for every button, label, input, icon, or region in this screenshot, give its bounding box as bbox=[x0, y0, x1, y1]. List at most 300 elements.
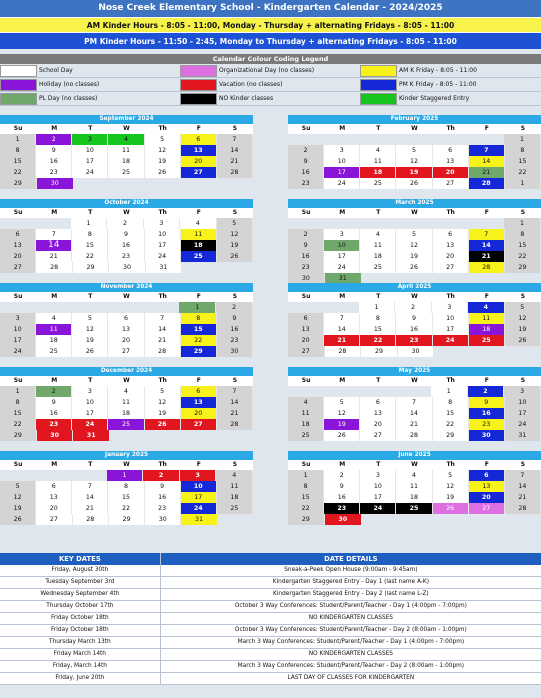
weekday-label: W bbox=[411, 377, 418, 384]
week-row bbox=[0, 218, 253, 229]
day-cell bbox=[433, 514, 469, 525]
day-cell: 15 bbox=[505, 156, 541, 167]
day-cell: 29 bbox=[0, 430, 37, 441]
day-cell: 13 bbox=[181, 145, 217, 156]
day-cell: 24 bbox=[324, 262, 360, 273]
day-cell bbox=[505, 346, 541, 357]
day-cell: 20 bbox=[0, 251, 36, 262]
day-cell: 9 bbox=[469, 397, 505, 408]
day-cell: 17 bbox=[72, 408, 108, 419]
day-cell: 6 bbox=[433, 145, 469, 156]
day-cell: 18 bbox=[469, 324, 505, 335]
weekday-label: M bbox=[51, 293, 58, 300]
weekday-label: W bbox=[411, 209, 418, 216]
day-cell bbox=[72, 302, 108, 313]
legend-item bbox=[180, 92, 360, 105]
week-row bbox=[0, 313, 253, 324]
day-cell: 17 bbox=[0, 335, 36, 346]
legend-label: Vacation (no classes) bbox=[219, 81, 283, 88]
day-cell: 26 bbox=[324, 430, 360, 441]
day-cell: 15 bbox=[181, 324, 217, 335]
day-cell bbox=[218, 514, 253, 525]
legend-swatch bbox=[0, 93, 37, 105]
weekday-label: M bbox=[339, 209, 346, 216]
month-title: December 2024 bbox=[0, 367, 253, 376]
day-cell: 21 bbox=[469, 167, 505, 178]
day-cell: 1 bbox=[179, 302, 216, 313]
day-cell: 22 bbox=[505, 251, 541, 262]
day-cell: 24 bbox=[145, 251, 181, 262]
day-cell: 20 bbox=[360, 419, 396, 430]
legend-label: AM K Friday - 8:05 - 11:00 bbox=[399, 67, 477, 74]
day-cell: 29 bbox=[0, 178, 37, 189]
day-cell: 6 bbox=[108, 313, 144, 324]
day-cell: 13 bbox=[288, 324, 324, 335]
week-row bbox=[0, 156, 253, 167]
legend-swatch bbox=[0, 65, 37, 77]
day-cell: 13 bbox=[108, 324, 144, 335]
week-row bbox=[288, 229, 541, 240]
day-cell: 16 bbox=[108, 240, 144, 251]
day-cell bbox=[505, 514, 541, 525]
day-cell: 16 bbox=[145, 492, 181, 503]
day-cell: 24 bbox=[433, 335, 469, 346]
day-cell: 8 bbox=[505, 229, 541, 240]
day-cell: 24 bbox=[181, 503, 217, 514]
day-cell: 7 bbox=[145, 313, 181, 324]
day-cell: 3 bbox=[360, 470, 396, 481]
day-cell bbox=[396, 218, 432, 229]
day-cell: 20 bbox=[433, 167, 469, 178]
day-cell: 19 bbox=[145, 408, 181, 419]
day-cell: 30 bbox=[217, 346, 253, 357]
day-cell: 11 bbox=[288, 408, 324, 419]
day-cell: 23 bbox=[36, 419, 72, 430]
day-cell: 30 bbox=[37, 178, 74, 189]
legend-item bbox=[360, 78, 541, 91]
weekday-label: T bbox=[88, 209, 93, 216]
legend-label: Holiday (no classes) bbox=[39, 81, 100, 88]
legend-row bbox=[0, 92, 541, 106]
week-row bbox=[288, 167, 541, 178]
day-cell bbox=[0, 218, 35, 229]
day-cell bbox=[362, 514, 398, 525]
day-cell bbox=[432, 218, 468, 229]
day-cell: 22 bbox=[433, 419, 469, 430]
weekday-label: W bbox=[411, 293, 418, 300]
day-cell: 23 bbox=[396, 335, 432, 346]
week-row bbox=[288, 156, 541, 167]
weekday-label: W bbox=[123, 293, 130, 300]
day-cell bbox=[396, 134, 432, 145]
weekday-label: W bbox=[123, 209, 130, 216]
weekday-label: T bbox=[88, 461, 93, 468]
weekday-label: F bbox=[484, 293, 489, 300]
weekday-label: W bbox=[411, 461, 418, 468]
legend-label: Kinder Staggered Entry bbox=[399, 95, 470, 102]
day-cell: 29 bbox=[181, 346, 217, 357]
day-cell: 17 bbox=[72, 156, 108, 167]
day-cell: 1 bbox=[504, 134, 541, 145]
day-cell: 23 bbox=[469, 419, 505, 430]
week-row bbox=[0, 470, 253, 481]
key-date: Wednesday September 4th bbox=[0, 589, 161, 600]
weekday-label: S bbox=[232, 125, 238, 132]
day-cell: 7 bbox=[72, 481, 108, 492]
day-cell: 15 bbox=[0, 408, 36, 419]
day-cell: 16 bbox=[324, 492, 360, 503]
day-cell: 21 bbox=[324, 335, 360, 346]
month-calendar bbox=[288, 451, 541, 525]
key-date: Thursday October 17th bbox=[0, 601, 161, 612]
key-date: Friday, August 30th bbox=[0, 565, 161, 576]
day-cell: 7 bbox=[217, 386, 253, 397]
day-cell bbox=[217, 430, 253, 441]
day-cell: 2 bbox=[143, 470, 180, 481]
legend-swatch bbox=[360, 65, 397, 77]
day-cell: 27 bbox=[469, 503, 505, 514]
day-cell: 8 bbox=[0, 145, 36, 156]
weekday-label: Su bbox=[13, 461, 23, 468]
day-cell: 20 bbox=[181, 156, 217, 167]
day-cell: 28 bbox=[36, 262, 72, 273]
day-cell: 6 bbox=[181, 386, 217, 397]
day-cell bbox=[218, 262, 253, 273]
day-cell: 29 bbox=[505, 262, 541, 273]
weekday-label: Su bbox=[13, 209, 23, 216]
day-cell: 11 bbox=[360, 156, 396, 167]
date-detail: NO KINDERGARTEN CLASSES bbox=[308, 651, 393, 657]
day-cell: 19 bbox=[217, 240, 253, 251]
day-cell: 25 bbox=[108, 167, 144, 178]
day-cell: 26 bbox=[72, 346, 108, 357]
day-cell: 27 bbox=[0, 262, 36, 273]
week-row bbox=[0, 262, 253, 273]
day-cell: 12 bbox=[72, 324, 108, 335]
day-cell: 19 bbox=[396, 251, 432, 262]
day-cell: 1 bbox=[431, 386, 468, 397]
weekday-label: Th bbox=[158, 125, 167, 132]
day-cell bbox=[71, 470, 107, 481]
key-date-row bbox=[0, 649, 541, 661]
weekday-label: S bbox=[232, 209, 238, 216]
day-cell: 20 bbox=[433, 251, 469, 262]
day-cell bbox=[360, 134, 396, 145]
day-cell: 16 bbox=[396, 324, 432, 335]
month-calendar bbox=[288, 199, 541, 284]
legend-item bbox=[0, 92, 180, 105]
weekday-label: F bbox=[484, 125, 489, 132]
week-row bbox=[0, 134, 253, 145]
day-cell: 9 bbox=[396, 313, 432, 324]
week-row bbox=[0, 302, 253, 313]
day-cell: 4 bbox=[468, 302, 504, 313]
day-cell: 1 bbox=[359, 302, 395, 313]
week-row bbox=[0, 324, 253, 335]
week-row bbox=[288, 134, 541, 145]
weekday-label: F bbox=[484, 209, 489, 216]
day-cell: 3 bbox=[72, 386, 108, 397]
day-cell: 3 bbox=[180, 470, 217, 481]
weekday-label: T bbox=[376, 125, 381, 132]
day-cell: 2 bbox=[36, 386, 72, 397]
day-cell: 10 bbox=[433, 313, 469, 324]
day-cell: 19 bbox=[145, 156, 181, 167]
weekday-label: Th bbox=[446, 125, 455, 132]
day-cell: 5 bbox=[0, 481, 36, 492]
day-cell: 7 bbox=[36, 229, 72, 240]
legend-swatch bbox=[0, 79, 37, 91]
day-cell: 6 bbox=[0, 229, 36, 240]
day-cell: 25 bbox=[288, 430, 324, 441]
month-title: June 2025 bbox=[288, 451, 541, 460]
day-cell: 6 bbox=[469, 470, 505, 481]
week-row bbox=[288, 313, 541, 324]
day-cell bbox=[359, 386, 395, 397]
day-cell: 14 bbox=[469, 156, 505, 167]
week-row bbox=[0, 335, 253, 346]
weekday-label: Th bbox=[446, 377, 455, 384]
month-title: September 2024 bbox=[0, 115, 253, 124]
day-cell: 5 bbox=[433, 470, 469, 481]
day-cell: 1 bbox=[505, 178, 541, 189]
day-cell: 18 bbox=[360, 167, 396, 178]
day-cell: 31 bbox=[325, 273, 362, 284]
day-cell: 22 bbox=[108, 503, 144, 514]
day-cell: 4 bbox=[108, 134, 144, 145]
date-detail: October 3 Way Conferences: Student/Parent/Teacher - Day 1 (4:00pm - 7:00pm) bbox=[234, 603, 467, 609]
day-cell: 26 bbox=[396, 178, 432, 189]
weekday-label: Su bbox=[301, 293, 311, 300]
day-cell: 10 bbox=[360, 481, 396, 492]
week-row bbox=[288, 324, 541, 335]
weekday-label: W bbox=[123, 377, 130, 384]
day-cell: 21 bbox=[217, 156, 253, 167]
day-cell bbox=[35, 218, 70, 229]
day-cell: 23 bbox=[36, 167, 72, 178]
key-date-row bbox=[0, 601, 541, 613]
day-cell: 21 bbox=[36, 251, 72, 262]
key-date-row bbox=[0, 577, 541, 589]
weekday-label: M bbox=[339, 377, 346, 384]
day-cell: 16 bbox=[288, 167, 324, 178]
date-details-col-header: DATE DETAILS bbox=[324, 555, 378, 563]
day-cell: 23 bbox=[288, 178, 324, 189]
day-cell: 14 bbox=[324, 324, 360, 335]
week-row bbox=[0, 481, 253, 492]
day-cell: 18 bbox=[181, 240, 217, 251]
day-cell: 26 bbox=[217, 251, 253, 262]
weekday-label: S bbox=[520, 125, 526, 132]
week-row bbox=[0, 492, 253, 503]
day-cell: 24 bbox=[72, 167, 108, 178]
legend-swatch bbox=[180, 79, 217, 91]
day-cell: 8 bbox=[108, 481, 144, 492]
day-cell: 15 bbox=[0, 156, 36, 167]
day-cell: 31 bbox=[505, 430, 541, 441]
weekday-label: S bbox=[520, 209, 526, 216]
colour-legend bbox=[0, 54, 541, 106]
week-row bbox=[0, 503, 253, 514]
day-cell: 18 bbox=[217, 492, 253, 503]
weekday-label: Th bbox=[158, 461, 167, 468]
day-cell: 3 bbox=[72, 134, 108, 145]
day-cell: 9 bbox=[324, 481, 360, 492]
day-cell: 29 bbox=[73, 262, 109, 273]
day-cell: 1 bbox=[504, 218, 541, 229]
day-cell: 11 bbox=[108, 397, 144, 408]
day-cell: 30 bbox=[398, 346, 435, 357]
key-date: Tuesday September 3rd bbox=[0, 577, 161, 588]
legend-label: PM K Friday - 8:05 - 11:00 bbox=[399, 81, 477, 88]
day-cell: 27 bbox=[433, 178, 469, 189]
week-row bbox=[288, 408, 541, 419]
day-cell: 13 bbox=[433, 156, 469, 167]
weekday-label: S bbox=[520, 377, 526, 384]
key-date-row bbox=[0, 625, 541, 637]
weekday-label: F bbox=[196, 377, 201, 384]
day-cell: 22 bbox=[181, 335, 217, 346]
day-cell bbox=[182, 430, 218, 441]
week-row bbox=[0, 145, 253, 156]
day-cell: 21 bbox=[505, 492, 541, 503]
day-cell: 27 bbox=[181, 419, 217, 430]
key-date: Friday October 18th bbox=[0, 625, 161, 636]
day-cell: 10 bbox=[505, 397, 541, 408]
day-cell: 19 bbox=[505, 324, 541, 335]
day-cell: 15 bbox=[505, 240, 541, 251]
legend-label: NO Kinder classes bbox=[219, 95, 274, 102]
week-row bbox=[0, 408, 253, 419]
day-cell bbox=[323, 302, 358, 313]
day-cell: 13 bbox=[36, 492, 72, 503]
day-cell: 4 bbox=[108, 386, 144, 397]
day-cell bbox=[181, 178, 217, 189]
day-cell: 3 bbox=[0, 313, 36, 324]
day-cell: 14 bbox=[36, 240, 72, 251]
day-cell: 9 bbox=[36, 145, 72, 156]
day-cell: 8 bbox=[0, 397, 36, 408]
day-cell: 11 bbox=[360, 240, 396, 251]
day-cell: 21 bbox=[217, 408, 253, 419]
weekday-label: Th bbox=[158, 377, 167, 384]
day-cell: 30 bbox=[145, 514, 181, 525]
day-cell: 17 bbox=[505, 408, 541, 419]
weekday-label: F bbox=[196, 125, 201, 132]
weekday-label: M bbox=[339, 125, 346, 132]
day-cell: 3 bbox=[432, 302, 468, 313]
legend-item bbox=[180, 64, 360, 77]
day-cell bbox=[398, 514, 434, 525]
day-cell: 19 bbox=[396, 167, 432, 178]
legend-swatch bbox=[180, 65, 217, 77]
day-cell: 31 bbox=[181, 514, 217, 525]
weekday-header bbox=[0, 460, 253, 470]
day-cell: 17 bbox=[360, 492, 396, 503]
day-cell: 15 bbox=[360, 324, 396, 335]
day-cell: 11 bbox=[108, 145, 144, 156]
day-cell: 23 bbox=[217, 335, 253, 346]
day-cell: 30 bbox=[109, 262, 145, 273]
day-cell: 3 bbox=[144, 218, 180, 229]
day-cell: 2 bbox=[288, 145, 324, 156]
day-cell: 27 bbox=[360, 430, 396, 441]
day-cell: 14 bbox=[469, 240, 505, 251]
day-cell: 12 bbox=[217, 229, 253, 240]
week-row bbox=[288, 514, 541, 525]
day-cell bbox=[182, 262, 217, 273]
week-row bbox=[0, 229, 253, 240]
day-cell: 13 bbox=[181, 397, 217, 408]
week-row bbox=[288, 397, 541, 408]
day-cell: 4 bbox=[360, 229, 396, 240]
day-cell: 23 bbox=[324, 503, 360, 514]
weekday-label: M bbox=[51, 209, 58, 216]
day-cell: 16 bbox=[288, 251, 324, 262]
day-cell: 11 bbox=[469, 313, 505, 324]
legend-label: Organizational Day (no classes) bbox=[219, 67, 315, 74]
page-title: Nose Creek Elementary School - Kindergarten Calendar - 2024/2025 bbox=[0, 0, 541, 17]
key-date: Friday, June 20th bbox=[0, 673, 161, 684]
week-row bbox=[0, 178, 253, 189]
day-cell: 16 bbox=[469, 408, 505, 419]
day-cell bbox=[217, 178, 253, 189]
day-cell: 14 bbox=[72, 492, 108, 503]
weekday-label: Th bbox=[158, 293, 167, 300]
legend-swatch bbox=[360, 93, 397, 105]
weekday-label: W bbox=[123, 125, 130, 132]
day-cell: 6 bbox=[288, 313, 324, 324]
weekday-label: T bbox=[376, 377, 381, 384]
day-cell: 24 bbox=[505, 419, 541, 430]
weekday-header bbox=[288, 208, 541, 218]
day-cell: 3 bbox=[324, 145, 360, 156]
week-row bbox=[288, 302, 541, 313]
legend-item bbox=[360, 64, 541, 77]
day-cell: 19 bbox=[324, 419, 360, 430]
weekday-label: S bbox=[520, 461, 526, 468]
date-detail: LAST DAY OF CLASSES FOR KINDERGARTEN bbox=[287, 675, 415, 681]
week-row bbox=[288, 218, 541, 229]
week-row bbox=[288, 419, 541, 430]
day-cell: 12 bbox=[145, 397, 181, 408]
day-cell: 8 bbox=[433, 397, 469, 408]
legend-item bbox=[360, 92, 541, 105]
key-date: Friday October 18th bbox=[0, 613, 161, 624]
day-cell: 9 bbox=[36, 397, 72, 408]
day-cell: 13 bbox=[0, 240, 36, 251]
weekday-label: M bbox=[51, 377, 58, 384]
day-cell: 7 bbox=[217, 134, 253, 145]
weekday-label: T bbox=[88, 125, 93, 132]
key-date-row bbox=[0, 565, 541, 577]
day-cell: 10 bbox=[72, 145, 108, 156]
legend-label: School Day bbox=[39, 67, 73, 74]
day-cell: 7 bbox=[324, 313, 360, 324]
day-cell: 20 bbox=[36, 503, 72, 514]
weekday-label: Su bbox=[13, 377, 23, 384]
day-cell: 18 bbox=[108, 156, 144, 167]
day-cell: 23 bbox=[108, 251, 144, 262]
week-row bbox=[288, 430, 541, 441]
day-cell: 18 bbox=[108, 408, 144, 419]
weekday-header bbox=[288, 376, 541, 386]
day-cell: 16 bbox=[217, 324, 253, 335]
day-cell: 26 bbox=[505, 335, 541, 346]
day-cell bbox=[110, 430, 146, 441]
day-cell: 10 bbox=[324, 156, 360, 167]
day-cell: 31 bbox=[73, 430, 110, 441]
